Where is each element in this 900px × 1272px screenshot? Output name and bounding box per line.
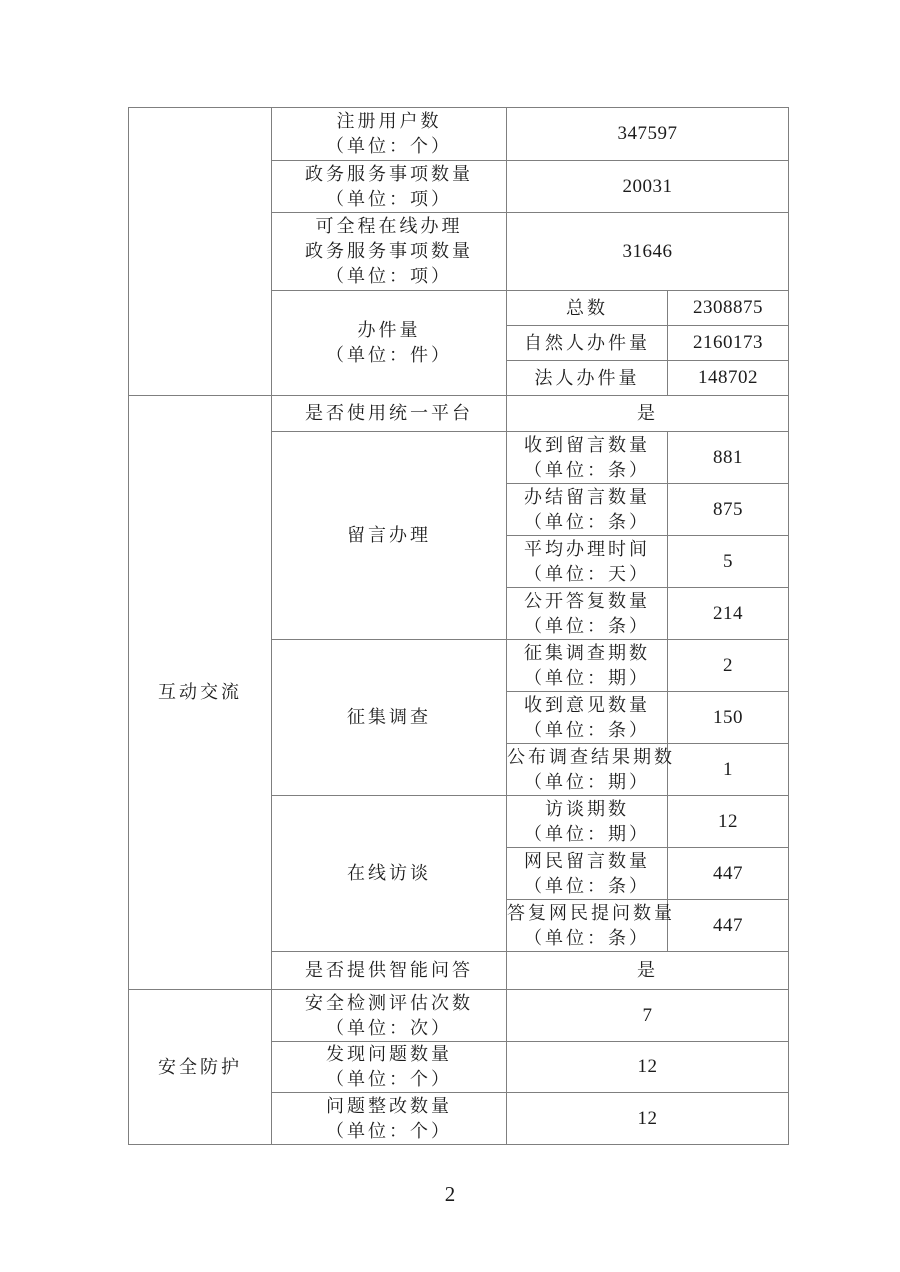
cell-security-checks-value: 7 bbox=[507, 990, 789, 1042]
label-line: 政务服务事项数量 bbox=[305, 241, 473, 261]
unit-line: （单位：期） bbox=[524, 823, 650, 844]
cell-case-volume-legal-label bbox=[507, 361, 668, 396]
label-line: 政务服务事项数量 bbox=[305, 163, 473, 184]
cell-case-volume-natural-label bbox=[507, 326, 668, 361]
cell-service-items-value: 20031 bbox=[507, 161, 789, 213]
label-line: 网民留言数量 bbox=[524, 850, 650, 871]
cell-messages-completed-label bbox=[507, 484, 668, 536]
cell-average-handling-time-label bbox=[507, 536, 668, 588]
label-line: 自然人办件量 bbox=[524, 332, 650, 353]
unit-line: （单位：次） bbox=[326, 1017, 452, 1038]
unit-line: （单位：个） bbox=[326, 136, 452, 156]
label-line: 问题整改数量 bbox=[326, 1095, 452, 1116]
cell-netizen-replies-value: 447 bbox=[668, 900, 789, 952]
section-label: 安全防护 bbox=[158, 1056, 242, 1077]
cell-smart-qa-value bbox=[507, 952, 789, 990]
cell-case-volume-total-label bbox=[507, 291, 668, 326]
cell-netizen-messages-label bbox=[507, 848, 668, 900]
value-text: 是 bbox=[637, 960, 658, 980]
cell-problems-found-value: 12 bbox=[507, 1042, 789, 1093]
cell-security-checks-label bbox=[272, 990, 507, 1042]
cell-registered-users-label bbox=[272, 108, 507, 161]
label-line: 法人办件量 bbox=[534, 367, 640, 388]
cell-unified-platform-label bbox=[272, 396, 507, 432]
cell-case-volume-natural-value: 2160173 bbox=[668, 326, 789, 361]
label-line: 平均办理时间 bbox=[524, 538, 650, 559]
label-line: 可全程在线办理 bbox=[315, 216, 463, 236]
cell-public-replies-value: 214 bbox=[668, 588, 789, 640]
table-row bbox=[129, 108, 789, 161]
label-line: 是否提供智能问答 bbox=[305, 960, 473, 980]
unit-line: （单位：期） bbox=[524, 667, 650, 688]
group-label: 在线访谈 bbox=[347, 863, 431, 883]
unit-line: （单位：条） bbox=[524, 927, 650, 948]
label-line: 收到意见数量 bbox=[524, 694, 650, 715]
cell-full-online-items-label bbox=[272, 213, 507, 291]
label-line: 注册用户数 bbox=[336, 111, 442, 131]
cell-case-volume-group bbox=[272, 291, 507, 396]
cell-messages-received-value: 881 bbox=[668, 432, 789, 484]
label-line: 公布调查结果期数 bbox=[507, 746, 675, 767]
unit-line: （单位：天） bbox=[524, 563, 650, 584]
cell-opinions-received-label bbox=[507, 692, 668, 744]
table-row bbox=[129, 990, 789, 1042]
unit-line: （单位：个） bbox=[326, 1120, 452, 1141]
cell-survey-periods-label bbox=[507, 640, 668, 692]
cell-message-handling-group bbox=[272, 432, 507, 640]
label-line: 发现问题数量 bbox=[326, 1044, 452, 1064]
unit-line: （单位：条） bbox=[524, 511, 650, 532]
group-label: 留言办理 bbox=[347, 525, 431, 545]
cell-case-volume-legal-value: 148702 bbox=[668, 361, 789, 396]
cell-interview-periods-label bbox=[507, 796, 668, 848]
cell-average-handling-time-value: 5 bbox=[668, 536, 789, 588]
cell-netizen-messages-value: 447 bbox=[668, 848, 789, 900]
cell-survey-periods-value: 2 bbox=[668, 640, 789, 692]
label-line: 是否使用统一平台 bbox=[305, 403, 473, 423]
value-text: 是 bbox=[637, 403, 658, 423]
unit-line: （单位：条） bbox=[524, 459, 650, 480]
cell-netizen-replies-label bbox=[507, 900, 675, 952]
cell-interview-periods-value: 12 bbox=[668, 796, 789, 848]
cell-service-items-label bbox=[272, 161, 507, 213]
label-line: 安全检测评估次数 bbox=[305, 992, 473, 1013]
unit-line: （单位：项） bbox=[326, 188, 452, 209]
cell-section-interaction bbox=[129, 396, 272, 990]
cell-problems-found-label bbox=[272, 1042, 507, 1093]
label-line: 办结留言数量 bbox=[524, 486, 650, 507]
unit-line: （单位：条） bbox=[524, 875, 650, 896]
cell-opinions-received-value: 150 bbox=[668, 692, 789, 744]
label-line: 收到留言数量 bbox=[524, 434, 650, 455]
label-line: 办件量 bbox=[357, 320, 421, 340]
cell-messages-completed-value: 875 bbox=[668, 484, 789, 536]
label-line: 答复网民提问数量 bbox=[507, 902, 675, 923]
cell-problems-fixed-value: 12 bbox=[507, 1093, 789, 1145]
cell-public-replies-label bbox=[507, 588, 668, 640]
cell-messages-received-label bbox=[507, 432, 668, 484]
section-label: 互动交流 bbox=[158, 682, 242, 702]
cell-full-online-items-value: 31646 bbox=[507, 213, 789, 291]
table-row bbox=[129, 396, 789, 432]
cell-case-volume-total-value: 2308875 bbox=[668, 291, 789, 326]
unit-line: （单位：项） bbox=[326, 266, 452, 286]
cell-survey-results-label bbox=[507, 744, 675, 796]
cell-survey-results-value: 1 bbox=[668, 744, 789, 796]
cell-smart-qa-label bbox=[272, 952, 507, 990]
unit-line: （单位：期） bbox=[524, 771, 650, 792]
unit-line: （单位：件） bbox=[326, 345, 452, 365]
cell-problems-fixed-label bbox=[272, 1093, 507, 1145]
annual-report-table bbox=[128, 107, 789, 1145]
unit-line: （单位：条） bbox=[524, 719, 650, 740]
unit-line: （单位：个） bbox=[326, 1069, 452, 1089]
group-label: 征集调查 bbox=[347, 707, 431, 727]
label-line: 总数 bbox=[566, 297, 608, 318]
label-line: 访谈期数 bbox=[545, 798, 629, 819]
cell-unified-platform-value bbox=[507, 396, 789, 432]
cell-survey-group bbox=[272, 640, 507, 796]
cell-section-security bbox=[129, 990, 272, 1145]
cell-section-blank bbox=[129, 108, 272, 396]
cell-online-interview-group bbox=[272, 796, 507, 952]
cell-registered-users-value: 347597 bbox=[507, 108, 789, 161]
page-number: 2 bbox=[444, 1182, 456, 1206]
unit-line: （单位：条） bbox=[524, 615, 650, 636]
label-line: 公开答复数量 bbox=[524, 590, 650, 611]
label-line: 征集调查期数 bbox=[524, 642, 650, 663]
